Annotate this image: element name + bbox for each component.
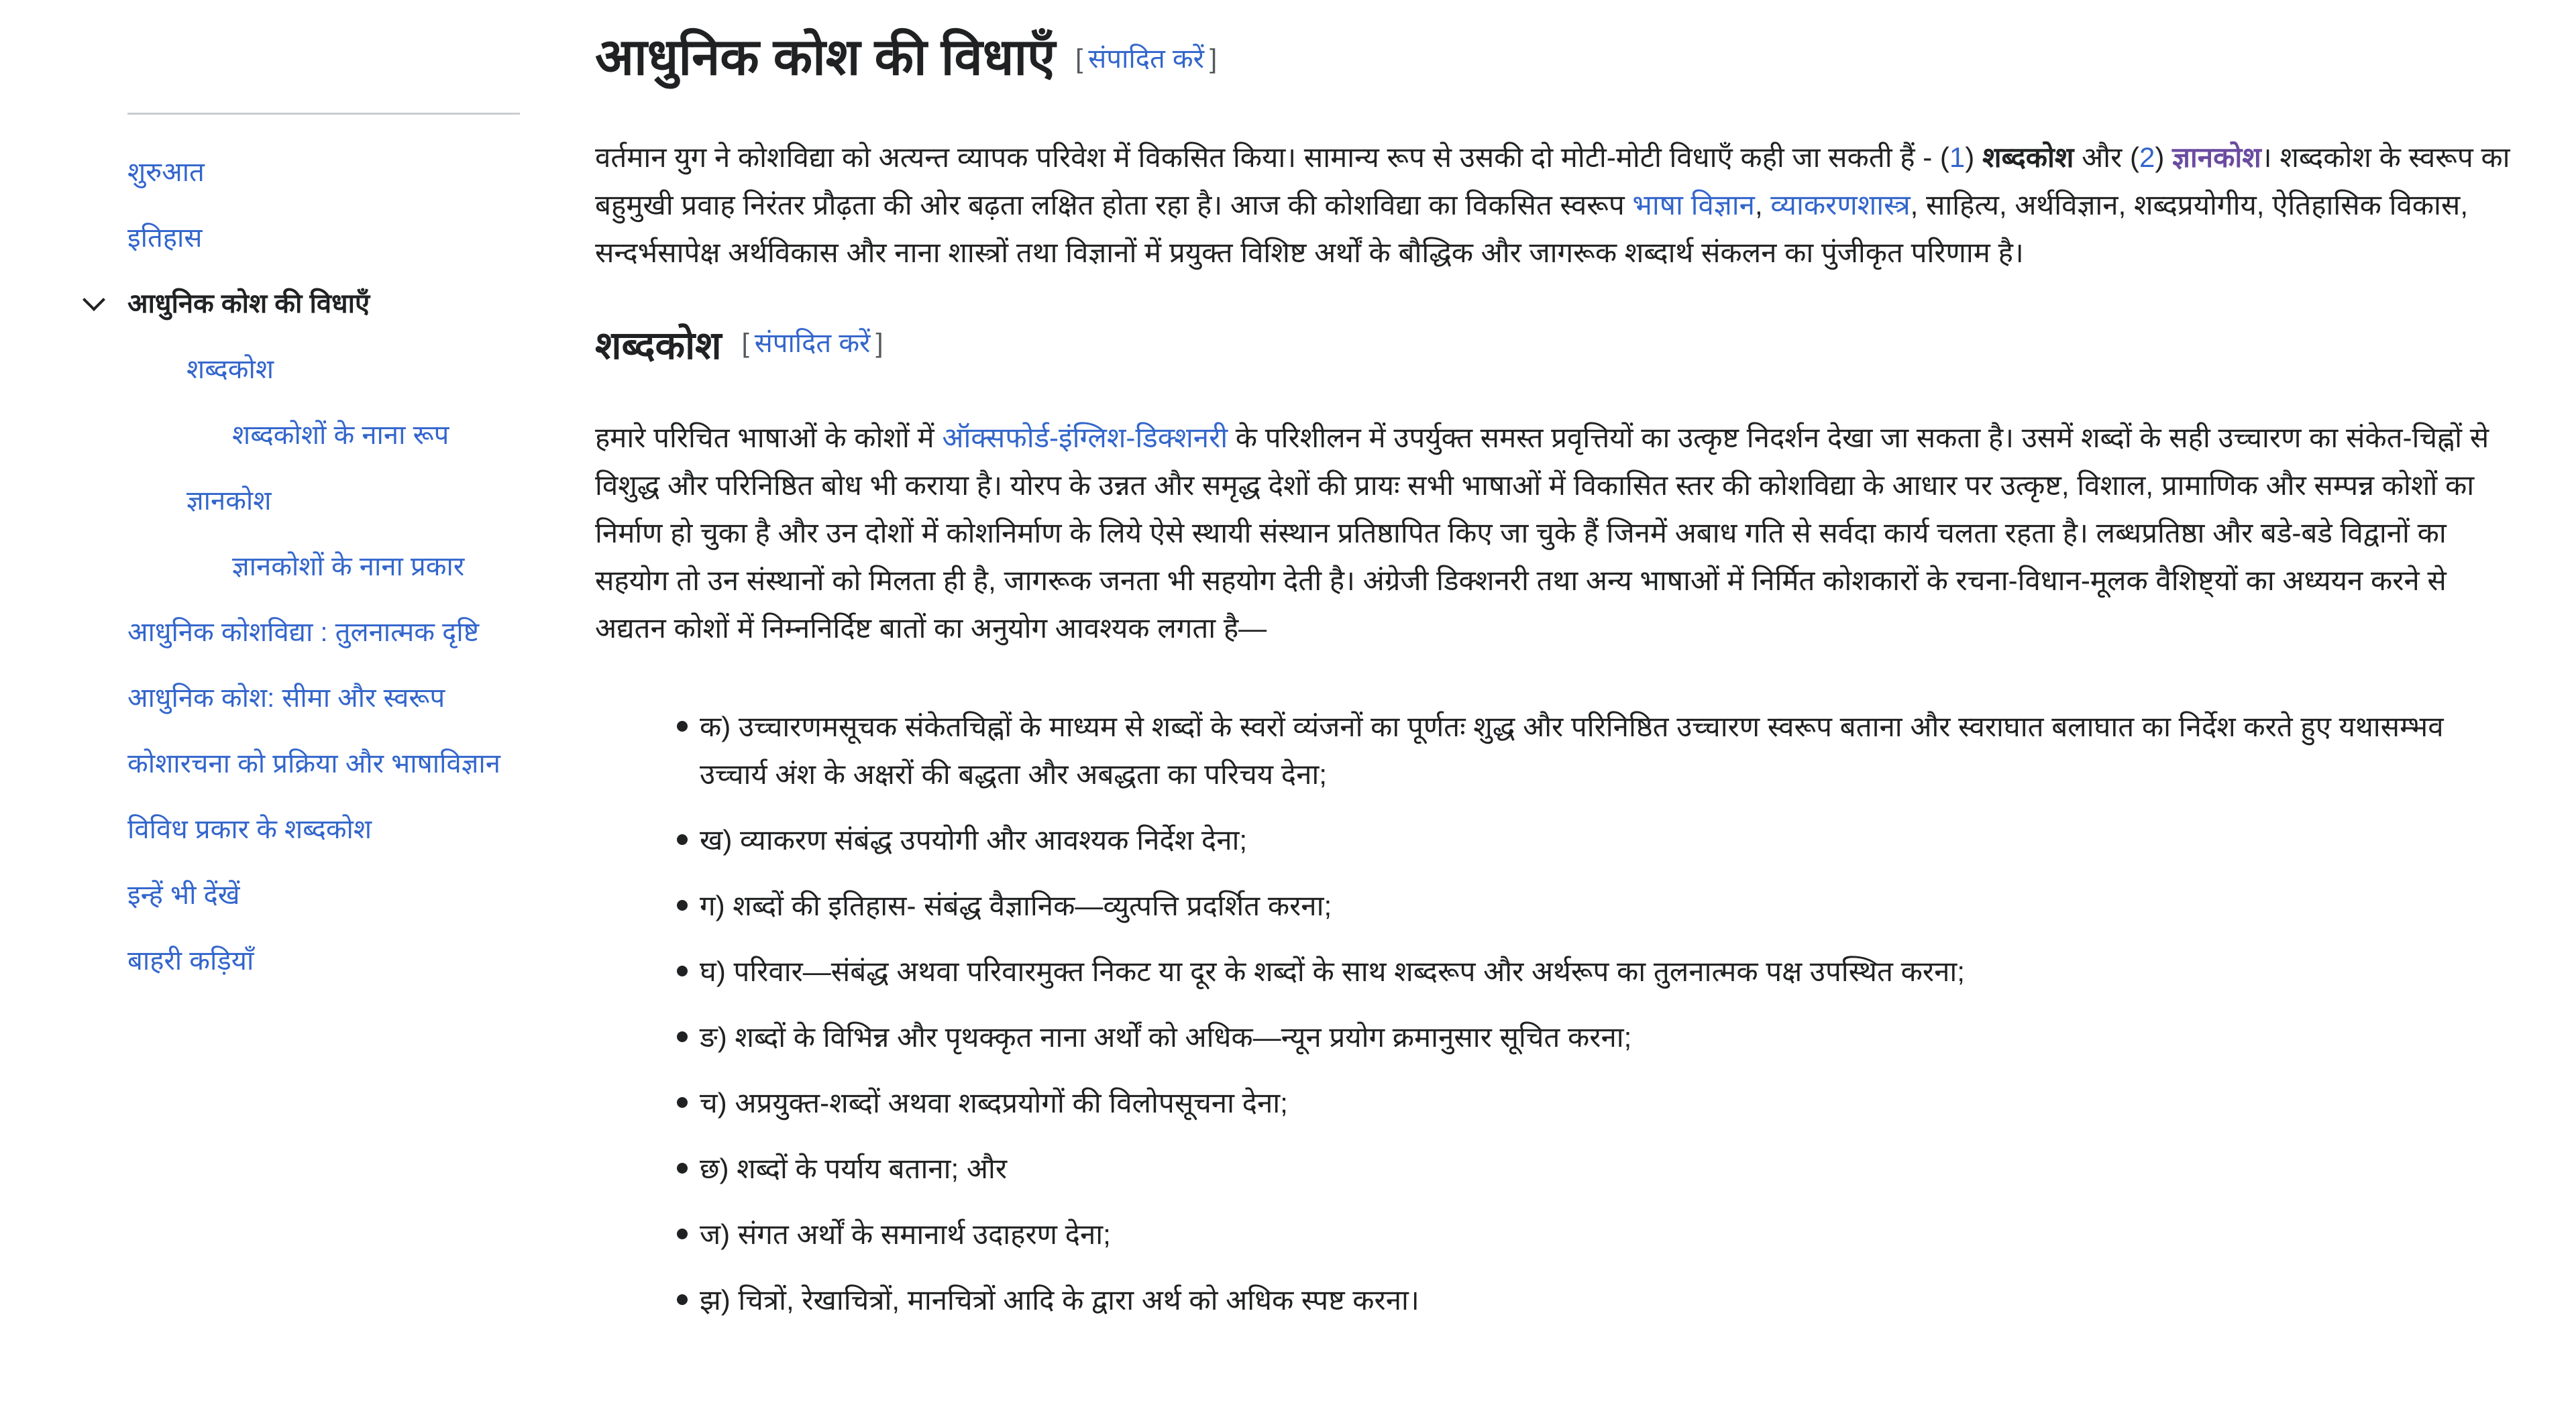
intro-paragraph (595, 133, 2511, 276)
list-item: घ) परिवार—संबंद्ध अथवा परिवारमुक्त निकट या दूर के शब्दों के साथ शब्दरूप और अर्थरूप का तुलनात्मक पक्ष उपस्थित करना; (677, 948, 2511, 995)
edit-bracket-open: [ (741, 329, 749, 358)
toc-link[interactable]: शुरुआत (127, 158, 205, 187)
page-title (595, 24, 2511, 93)
text-segment: , (1754, 189, 1771, 221)
page-title-text: आधुनिक कोश की विधाएँ (595, 29, 1056, 86)
visited-link[interactable]: ज्ञानकोश (2171, 141, 2261, 173)
toc-link[interactable]: आधुनिक कोशविद्या : तुलनात्मक दृष्टि (127, 618, 480, 647)
list-item: छ) शब्दों के पर्याय बताना; और (677, 1145, 2511, 1192)
text-segment: हमारे परिचित भाषाओं के कोशों में (595, 422, 943, 453)
list-item: ङ) शब्दों के विभिन्न और पृथक्कृत नाना अर्थों को अधिक—न्यून प्रयोग क्रमानुसार सूचित करना; (677, 1013, 2511, 1061)
text-link[interactable]: 2 (2139, 141, 2155, 173)
toc-item-adhunik-koshvidya-tulnatmak-drishti[interactable] (127, 614, 520, 652)
toc-item-bahari-kadiyan[interactable] (127, 942, 520, 980)
text-segment: ) (2155, 141, 2172, 173)
toc-item-shabdkoshon-ke-nana-roop[interactable] (127, 416, 520, 455)
toc-link[interactable]: ज्ञानकोशों के नाना प्रकार (232, 552, 465, 581)
toc-item-kosharachna-prakriya-bhashavigyan[interactable] (127, 745, 520, 783)
edit-section-heading (742, 329, 883, 358)
toc-link[interactable]: इतिहास (127, 223, 203, 253)
toc-link[interactable]: बाहरी कड़ियाँ (127, 946, 254, 976)
table-of-contents (127, 113, 520, 1008)
text-segment: के परिशीलन में उपर्युक्त समस्त प्रवृत्तियों का उत्कृष्ट निदर्शन देखा जा सकता है। उसमें शब्दों के सही उच्चारण का संकेत-चिह्नों से विशुद्ध और परिनिष्ठित बोध भी कराया है। योरप के उन्नत और समृद्ध देशों की प्रायः सभी भाषाओं में विकासित स्तर की कोशविद्या के आधार पर उत्कृष्ट, विशाल, प्रामाणिक और सम्पन्न कोशों का निर्माण हो चुका है और उन दोशों में कोशनिर्माण के लिये ऐसे स्थायी संस्थान प्रतिष्ठापित किए जा चुके हैं जिनमें अबाध गति से सर्वदा कार्य चलता रहता है। लब्धप्रतिष्ठा और बडे-बडे विद्वानों का सहयोग तो उन संस्थानों को मिलता ही है, जागरूक जनता भी सहयोग देती है। अंग्रेजी डिक्शनरी तथा अन्य भाषाओं में निर्मित कोशकारों के रचना-विधान-मूलक वैशिष्ट्यों का अध्ययन करने से अद्यतन कोशों में निम्ननिर्दिष्ट बातों का अनुयोग आवश्यक लगता है— (595, 422, 2489, 644)
toc-link[interactable]: ज्ञानकोश (186, 486, 272, 516)
toc-link[interactable]: शब्दकोश (186, 355, 274, 384)
toc-link[interactable]: कोशारचना को प्रक्रिया और भाषाविज्ञान (127, 749, 500, 779)
section-heading-text: शब्दकोश (595, 324, 722, 367)
toc-link[interactable]: विविध प्रकार के शब्दकोश (127, 815, 372, 844)
text-segment: ) (1965, 141, 1982, 173)
toc-link-active[interactable]: आधुनिक कोश की विधाएँ (127, 289, 370, 319)
text-segment: वर्तमान युग ने कोशविद्या को अत्यन्त व्यापक परिवेश में विकसित किया। सामान्य रूप से उसकी दो मोटी-मोटी विधाएँ कही जा सकती हैं - ( (595, 141, 1949, 173)
list-item: च) अप्रयुक्त-शब्दों अथवा शब्दप्रयोगों की विलोपसूचना देना; (677, 1079, 2511, 1127)
chevron-down-icon[interactable] (83, 288, 105, 311)
toc-item-itihas[interactable] (127, 219, 520, 258)
list-item: ख) व्याकरण संबंद्ध उपयोगी और आवश्यक निर्देश देना; (677, 816, 2511, 864)
text-segment: और ( (2074, 141, 2139, 173)
text-segment: । शब्दकोश के स्वरूप का बहुमुखी प्रवाह निरंतर प्रौढ़ता की ओर बढ़ता लक्षित होता रहा है। आज की कोशविद्या का विकसित स्वरूप (595, 141, 2510, 221)
text-segment: शब्दकोश (1982, 141, 2074, 173)
edit-bracket-open: [ (1075, 44, 1083, 74)
toc-item-shabdkosh[interactable] (127, 351, 520, 389)
toc-link[interactable]: शब्दकोशों के नाना रूप (232, 420, 449, 450)
article-content (595, 0, 2511, 1342)
requirements-list (595, 703, 2511, 1324)
edit-section-title (1075, 44, 1217, 74)
toc-item-shuruat[interactable] (127, 154, 520, 192)
text-segment: , साहित्य, अर्थविज्ञान, शब्दप्रयोगीय, ऐतिहासिक विकास, सन्दर्भसापेक्ष अर्थविकास और नाना शास्त्रों तथा विज्ञानों में प्रयुक्त विशिष्ट अर्थों के बौद्धिक और जागरूक शब्दार्थ संकलन का पुंजीकृत परिणाम है। (595, 189, 2468, 268)
toc-item-gyankosh[interactable] (127, 482, 520, 520)
toc-item-inhe-bhi-dekhen[interactable] (127, 876, 520, 915)
toc-item-adhunik-kosh-ki-vidhayen[interactable] (127, 285, 520, 323)
edit-link[interactable]: संपादित करें (754, 329, 871, 358)
list-item: क) उच्चारणमसूचक संकेतचिह्नों के माध्यम से शब्दों के स्वरों व्यंजनों का पूर्णतः शुद्ध और परिनिष्ठित उच्चारण स्वरूप बताना और स्वराघात बलाघात का निर्देश करते हुए यथासम्भव उच्चार्य अंश के अक्षरों की बद्धता और अबद्धता का परिचय देना; (677, 703, 2511, 798)
list-item: झ) चित्रों, रेखाचित्रों, मानचित्रों आदि के द्वारा अर्थ को अधिक स्पष्ट करना। (677, 1276, 2511, 1324)
edit-bracket-close: ] (875, 329, 883, 358)
text-link[interactable]: 1 (1949, 141, 1966, 173)
text-link[interactable]: व्याकरणशास्त्र (1770, 189, 1911, 221)
toc-item-adhunik-kosh-seema-aur-swaroop[interactable] (127, 679, 520, 718)
toc-list (127, 154, 520, 980)
toc-item-gyankoshon-ke-nana-prakar[interactable] (127, 548, 520, 586)
list-item: ग) शब्दों की इतिहास- संबंद्ध वैज्ञानिक—व्युत्पत्ति प्रदर्शित करना; (677, 882, 2511, 929)
toc-item-vividh-prakar-ke-shabdkosh[interactable] (127, 811, 520, 849)
section-heading-shabdkosh (595, 317, 2511, 373)
text-link[interactable]: ऑक्सफोर्ड-इंग्लिश-डिक्शनरी (942, 422, 1228, 453)
text-link[interactable]: भाषा विज्ञान (1632, 189, 1755, 221)
edit-bracket-close: ] (1210, 44, 1218, 74)
edit-link[interactable]: संपादित करें (1088, 44, 1205, 74)
toc-link[interactable]: इन्हें भी देंखें (127, 881, 240, 910)
toc-link[interactable]: आधुनिक कोश: सीमा और स्वरूप (127, 683, 445, 713)
list-item: ज) संगत अर्थों के समानार्थ उदाहरण देना; (677, 1210, 2511, 1258)
body-paragraph (595, 414, 2511, 652)
